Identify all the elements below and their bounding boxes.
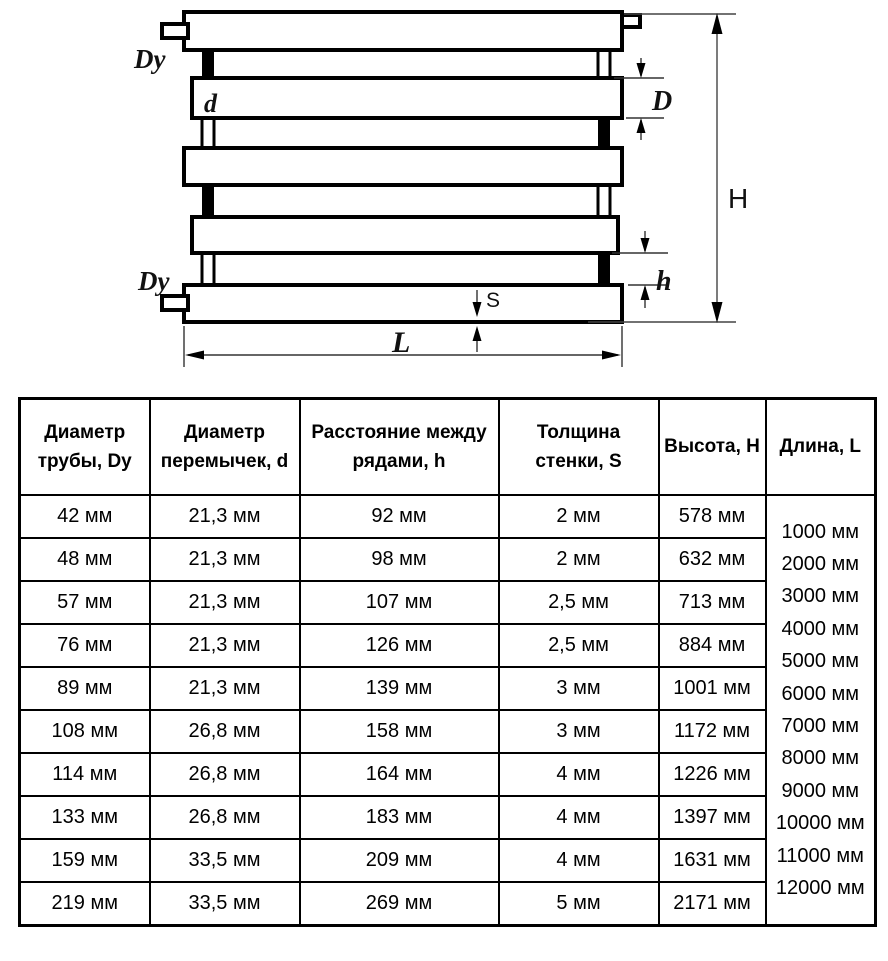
length-value: 10000 мм xyxy=(775,812,865,835)
table-cell: 164 мм xyxy=(300,753,499,796)
table-row xyxy=(20,667,876,710)
table-row xyxy=(20,538,876,581)
length-value: 9000 мм xyxy=(781,779,860,802)
table-row xyxy=(20,882,876,926)
dim-label-h: h xyxy=(656,266,672,297)
stub-top-right xyxy=(622,15,640,27)
table-cell: 26,8 мм xyxy=(150,710,300,753)
arrowhead-down-icon xyxy=(637,63,646,78)
table-cell: 1001 мм xyxy=(659,667,766,710)
table-cell: 33,5 мм xyxy=(150,882,300,926)
table-cell: 98 мм xyxy=(300,538,499,581)
dim-label-H: H xyxy=(728,183,749,214)
table-cell: 3 мм xyxy=(499,710,659,753)
table-row xyxy=(20,581,876,624)
table-cell: 114 мм xyxy=(20,753,150,796)
header-pipe-diameter: Диаметр трубы, Dy xyxy=(20,399,150,496)
table-cell: 57 мм xyxy=(20,581,150,624)
table-cell: 269 мм xyxy=(300,882,499,926)
table-body xyxy=(20,495,876,926)
dim-label-dy-bottom: Dy xyxy=(138,266,170,296)
table-cell: 219 мм xyxy=(20,882,150,926)
arrowhead-up-icon xyxy=(712,13,723,34)
table-header-row xyxy=(20,399,876,496)
table-cell: 578 мм xyxy=(659,495,766,538)
table-cell: 21,3 мм xyxy=(150,624,300,667)
table-cell: 1172 мм xyxy=(659,710,766,753)
table-cell: 159 мм xyxy=(20,839,150,882)
table-cell: 107 мм xyxy=(300,581,499,624)
table-cell: 5 мм xyxy=(499,882,659,926)
table-cell: 48 мм xyxy=(20,538,150,581)
table-cell: 89 мм xyxy=(20,667,150,710)
table-cell: 76 мм xyxy=(20,624,150,667)
table-row xyxy=(20,839,876,882)
arrowhead-up-icon xyxy=(473,326,482,341)
table-row xyxy=(20,710,876,753)
length-value: 11000 мм xyxy=(776,844,864,867)
table-cell: 33,5 мм xyxy=(150,839,300,882)
table-row xyxy=(20,753,876,796)
arrowhead-down-icon xyxy=(641,238,650,253)
dimension-L xyxy=(184,326,622,367)
table-cell: 1397 мм xyxy=(659,796,766,839)
table-cell: 183 мм xyxy=(300,796,499,839)
header-height: Высота, H xyxy=(659,399,766,496)
table-cell: 21,3 мм xyxy=(150,495,300,538)
dim-label-D: D xyxy=(652,86,673,117)
table-row xyxy=(20,495,876,538)
table-cell: 2171 мм xyxy=(659,882,766,926)
table-cell: 2 мм xyxy=(499,495,659,538)
table-cell: 4 мм xyxy=(499,839,659,882)
dim-label-S: S xyxy=(486,289,501,312)
pipe-row-1 xyxy=(184,12,622,50)
table-cell: 21,3 мм xyxy=(150,538,300,581)
header-wall-thickness: Толщина стенки, S xyxy=(499,399,659,496)
length-value: 7000 мм xyxy=(781,715,860,737)
table-cell: 26,8 мм xyxy=(150,796,300,839)
dim-label-L: L xyxy=(392,326,411,359)
dim-label-dy-top: Dy xyxy=(134,44,166,74)
table-cell: 133 мм xyxy=(20,796,150,839)
table-cell: 632 мм xyxy=(659,538,766,581)
pipe-row-2 xyxy=(192,78,622,118)
table-cell: 4 мм xyxy=(499,753,659,796)
table-cell: 126 мм xyxy=(300,624,499,667)
table-cell: 108 мм xyxy=(20,710,150,753)
table-cell: 26,8 мм xyxy=(150,753,300,796)
table-cell: 42 мм xyxy=(20,495,150,538)
table-cell: 21,3 мм xyxy=(150,581,300,624)
length-value: 2000 мм xyxy=(781,552,860,575)
length-merged-cell xyxy=(766,495,876,926)
arrowhead-up-icon xyxy=(637,118,646,133)
header-row-spacing: Расстояние между рядами, h xyxy=(300,399,499,496)
table-cell: 92 мм xyxy=(300,495,499,538)
pipes-group xyxy=(184,12,622,322)
table-cell: 158 мм xyxy=(300,710,499,753)
length-value: 4000 мм xyxy=(781,617,860,640)
pipe-row-4 xyxy=(192,217,618,253)
table-cell: 209 мм xyxy=(300,839,499,882)
length-value: 1000 мм xyxy=(781,520,860,543)
table-cell: 1631 мм xyxy=(659,839,766,882)
table-cell: 2,5 мм xyxy=(499,581,659,624)
table-cell: 713 мм xyxy=(659,581,766,624)
table-cell: 1226 мм xyxy=(659,753,766,796)
length-value: 6000 мм xyxy=(781,682,860,705)
length-value: 12000 мм xyxy=(775,877,865,900)
dimensions-table xyxy=(18,397,877,927)
pipe-register-diagram xyxy=(0,0,888,392)
inlet-stub-top xyxy=(162,24,188,38)
arrowhead-right-icon xyxy=(602,351,621,360)
length-value: 3000 мм xyxy=(781,585,860,608)
table-cell: 2 мм xyxy=(499,538,659,581)
table-cell: 21,3 мм xyxy=(150,667,300,710)
table-header xyxy=(20,399,876,496)
table-cell: 2,5 мм xyxy=(499,624,659,667)
table-row xyxy=(20,796,876,839)
pipe-row-5 xyxy=(184,285,622,322)
inlet-stub-bottom xyxy=(162,296,188,310)
arrowhead-left-icon xyxy=(185,351,204,360)
table-cell: 4 мм xyxy=(499,796,659,839)
header-jumper-diameter: Диаметр перемычек, d xyxy=(150,399,300,496)
pipe-row-3 xyxy=(184,148,622,185)
length-value: 8000 мм xyxy=(781,747,860,770)
table-cell: 139 мм xyxy=(300,667,499,710)
arrowhead-up-icon xyxy=(641,285,650,300)
header-length: Длина, L xyxy=(766,399,876,496)
table-row xyxy=(20,624,876,667)
arrowhead-down-icon xyxy=(712,302,723,323)
table-cell: 884 мм xyxy=(659,624,766,667)
table-cell: 3 мм xyxy=(499,667,659,710)
dim-label-d: d xyxy=(204,89,217,118)
length-value: 5000 мм xyxy=(781,650,860,673)
